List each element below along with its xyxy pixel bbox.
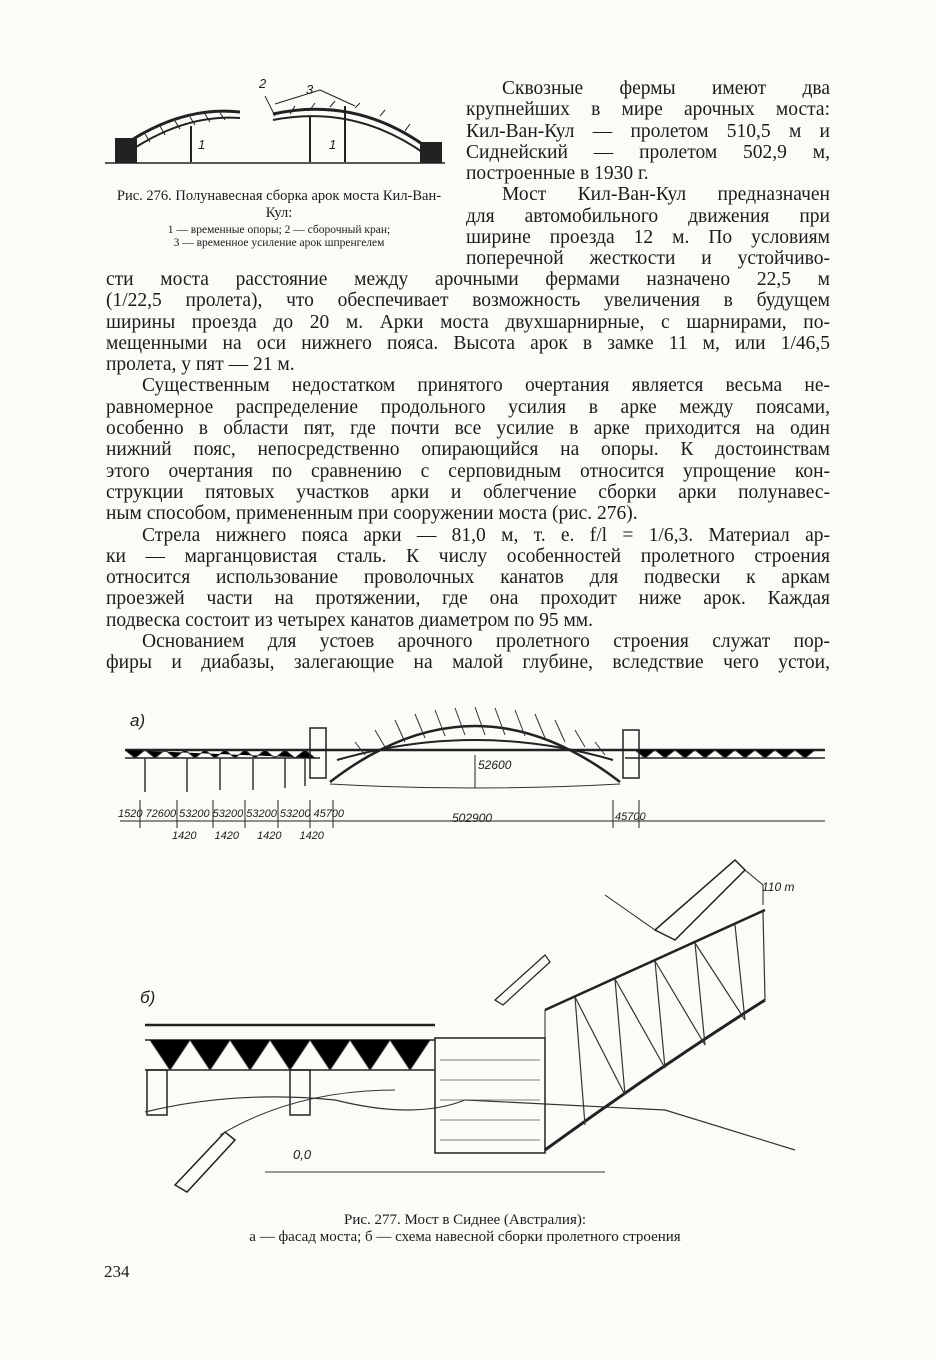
text-line: струкции пятовых участков арки и облегчение сборки арки полунавес- — [106, 481, 830, 503]
page-number: 234 — [104, 1262, 130, 1281]
text-line: фиры и диабазы, залегающие на малой глубине, вследствие чего устои, — [106, 652, 830, 674]
dim-height: 52600 — [478, 758, 512, 772]
dim-value: 72600 — [145, 808, 177, 820]
dim-value: 53200 — [212, 808, 244, 820]
body-text — [106, 269, 830, 674]
text-line: подвеска состоит из четырех канатов диаметром по 95 мм. — [106, 609, 594, 631]
text-line: ширины проезда до 20 м. Арки моста двухшарнирные, с шарнирами, по- — [106, 311, 830, 333]
fig277-label-b: б) — [140, 988, 156, 1007]
dim-value: 1420 — [172, 830, 197, 842]
text-line: построенные в 1930 г. — [466, 163, 649, 185]
figure-276-legend: 1 — временные опоры; 2 — сборочный кран; 3 — временное усиление арок шпренгелем — [167, 224, 391, 249]
text-line: Мост Кил-Ван-Кул предназначен — [502, 184, 830, 206]
dim-value: 1420 — [256, 830, 282, 842]
ground-level-label: 0,0 — [293, 1147, 312, 1162]
fig277-label-a: а) — [130, 711, 146, 730]
text-line: этого очертания по сравнению с серповидным относится упрощение кон- — [106, 460, 830, 482]
text-line: (1/22,5 пролета), что обеспечивает возможность увеличения в будущем — [106, 290, 830, 312]
text-line: для автомобильного движения при — [466, 205, 830, 227]
text-line: ширине проезда 12 м. По условиям — [466, 227, 830, 249]
text-line: равномерное распределение продольного усилия в арке между поясами, — [106, 396, 830, 418]
column-text — [466, 78, 830, 270]
figure-276-caption: Рис. 276. Полунавесная сборка арок моста Кил-Ван-Кул: — [116, 188, 442, 221]
figure-277-caption: Рис. 277. Мост в Сиднее (Австралия): а — фасад моста; б — схема навесной сборки пролетного строения — [249, 1212, 681, 1245]
text-line: особенно в области пят, где почти все усилие в арке приходится на один — [106, 418, 830, 440]
figure-277a-bridge-facade — [115, 700, 835, 850]
dims-top-row — [118, 808, 345, 820]
text-line: Основанием для устоев арочного пролетного строения служат пор- — [142, 631, 830, 653]
dim-value: 53200 — [179, 808, 210, 820]
text-line: проезжей части на протяжении, где она проходит ниже арок. Каждая — [106, 588, 830, 610]
text-line: ным способом, примененным при сооружении моста (рис. 276). — [106, 503, 638, 525]
dim-span-right: 45700 — [615, 811, 646, 823]
text-line: Стрела нижнего пояса арки — 81,0 м, т. е. f/l = 1/6,3. Материал ар- — [142, 524, 830, 546]
text-line: Сиднейский — пролетом 502,9 м, — [466, 141, 830, 163]
crane-load-label: 110 т — [762, 880, 795, 894]
text-line: мещенными на оси нижнего пояса. Высота арок в замке 11 м, или 1/46,5 — [106, 332, 830, 354]
dim-value: 53200 — [279, 808, 311, 820]
text-line: крупнейших в мире арочных моста: — [466, 99, 830, 121]
text-line: пролета, у пят — 21 м. — [106, 354, 295, 376]
dim-value: 45700 — [313, 808, 345, 820]
dim-value: 53200 — [246, 808, 277, 820]
text-line: ки — марганцовистая сталь. К числу особенностей пролетного строения — [106, 545, 830, 567]
text-line: Сквозные фермы имеют два — [502, 78, 830, 99]
figure-277b-erection-scheme — [135, 850, 815, 1210]
dim-value: 1520 — [118, 808, 143, 820]
text-line: относится использование проволочных канатов для подвески к аркам — [106, 567, 830, 589]
text-line: Существенным недостатком принятого очертания является весьма не- — [142, 375, 830, 397]
figure-276-drawing — [105, 76, 445, 171]
text-line: сти моста расстояние между арочными фермами назначено 22,5 м — [106, 269, 830, 290]
text-line: нижний пояс, непосредственно опирающийся на опоры. К достоинствам — [106, 439, 830, 461]
text-line: поперечной жесткости и устойчиво- — [466, 248, 830, 270]
fig276-label-2: 2 — [259, 76, 267, 91]
dims-bottom-row — [172, 830, 324, 842]
fig276-label-3: 3 — [306, 82, 314, 97]
text-line: Кил-Ван-Кул — пролетом 510,5 м и — [466, 120, 830, 142]
fig276-label-1b: 1 — [329, 137, 337, 152]
dim-value: 1420 — [299, 830, 324, 842]
fig276-label-1a: 1 — [198, 137, 206, 152]
dim-span-main: 502900 — [452, 811, 493, 825]
dim-value: 1420 — [214, 830, 239, 842]
